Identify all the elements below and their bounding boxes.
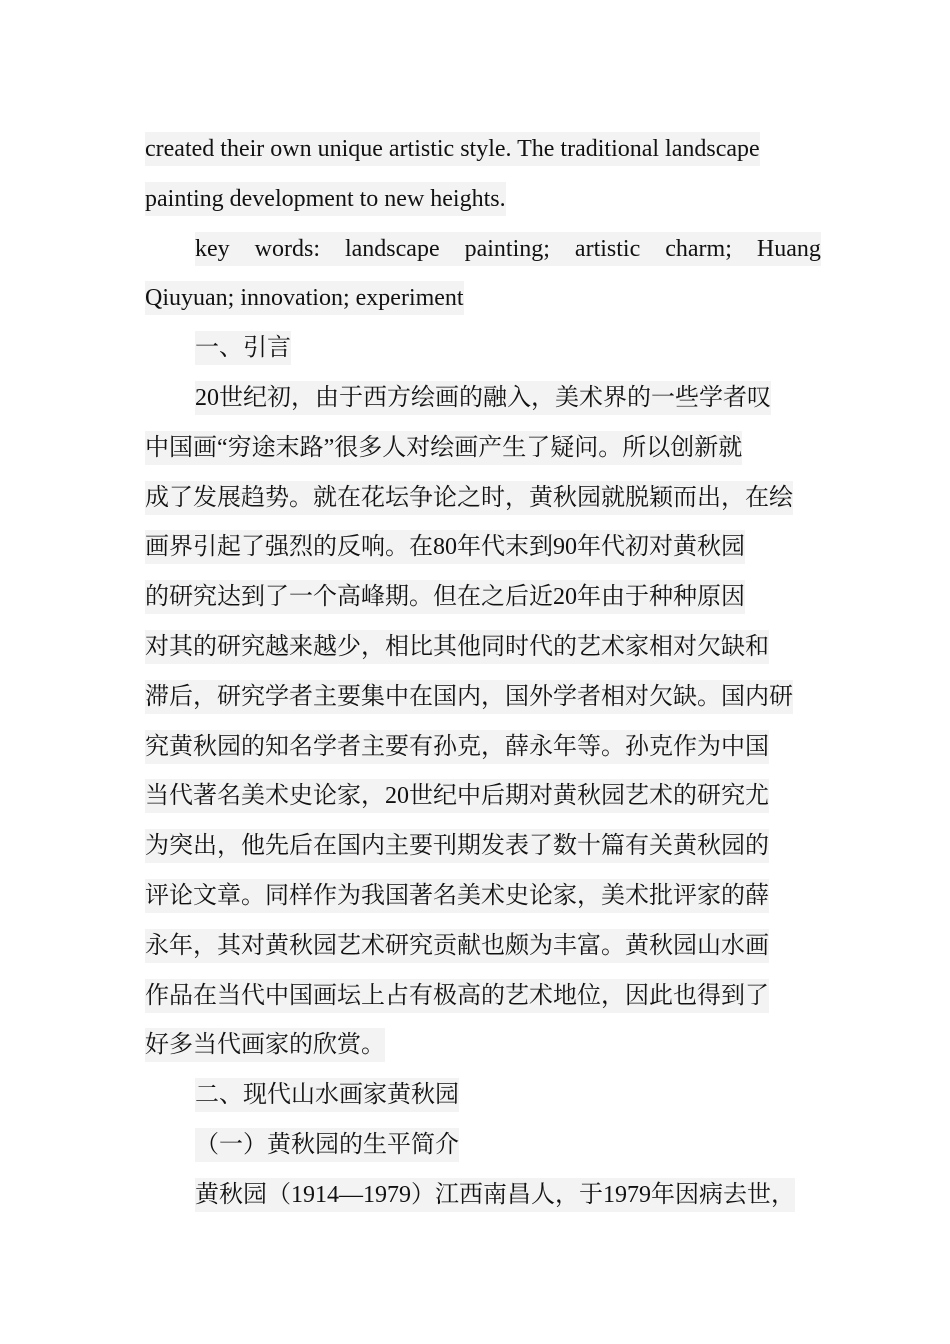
text-line (145, 125, 807, 175)
line-text: 好多当代画家的欣赏。 (145, 1028, 385, 1062)
section-heading (145, 324, 807, 374)
line-text: 作品在当代中国画坛上占有极高的艺术地位，因此也得到了 (145, 979, 769, 1013)
paragraph-line (145, 1021, 807, 1071)
line-text: 当代著名美术史论家，20世纪中后期对黄秋园艺术的研究尤 (145, 779, 769, 813)
line-text: 评论文章。同样作为我国著名美术史论家，美术批评家的薛 (145, 879, 769, 913)
paragraph-line (145, 872, 807, 922)
document-body (145, 125, 821, 1221)
subsection-heading (145, 1121, 807, 1171)
line-text: 的研究达到了一个高峰期。但在之后近20年由于种种原因 (145, 580, 745, 614)
line-text: 滞后，研究学者主要集中在国内，国外学者相对欠缺。国内研 (145, 680, 793, 714)
paragraph-line (145, 573, 807, 623)
line-text: created their own unique artistic style. The traditional landscape (145, 132, 760, 166)
heading-text: 二、现代山水画家黄秋园 (195, 1078, 459, 1112)
line-text: 中国画“穷途末路”很多人对绘画产生了疑问。所以创新就 (145, 431, 742, 465)
line-text: 黄秋园（1914—1979）江西南昌人，于1979年因病去世， (195, 1178, 795, 1212)
line-text: 对其的研究越来越少，相比其他同时代的艺术家相对欠缺和 (145, 630, 769, 664)
section-heading (145, 1071, 807, 1121)
line-text: 究黄秋园的知名学者主要有孙克，薛永年等。孙克作为中国 (145, 730, 769, 764)
paragraph-line (145, 772, 807, 822)
paragraph-line (145, 523, 807, 573)
paragraph-line (145, 822, 807, 872)
paragraph-line (145, 474, 807, 524)
line-text: 永年，其对黄秋园艺术研究贡献也颇为丰富。黄秋园山水画 (145, 929, 769, 963)
paragraph-line (145, 623, 807, 673)
line-text: 为突出，他先后在国内主要刊期发表了数十篇有关黄秋园的 (145, 829, 769, 863)
line-text: 20世纪初，由于西方绘画的融入，美术界的一些学者叹 (195, 381, 771, 415)
line-text: 画界引起了强烈的反响。在80年代末到90年代初对黄秋园 (145, 530, 745, 564)
line-text: 成了发展趋势。就在花坛争论之时，黄秋园就脱颖而出，在绘 (145, 481, 793, 515)
keywords-line (145, 225, 821, 275)
keywords-text: key words: landscape painting; artistic charm; Huang (195, 232, 821, 266)
paragraph-line (145, 922, 807, 972)
paragraph-line (145, 723, 807, 773)
paragraph-line (145, 374, 807, 424)
text-line (145, 175, 807, 225)
keywords-text: Qiuyuan; innovation; experiment (145, 281, 464, 315)
paragraph-line (145, 673, 807, 723)
paragraph-line (145, 424, 807, 474)
paragraph-line (145, 1171, 807, 1221)
paragraph-line (145, 972, 807, 1022)
keywords-line-continued (145, 274, 807, 324)
heading-text: （一）黄秋园的生平简介 (195, 1128, 459, 1162)
line-text: painting development to new heights. (145, 182, 506, 216)
heading-text: 一、引言 (195, 331, 291, 365)
